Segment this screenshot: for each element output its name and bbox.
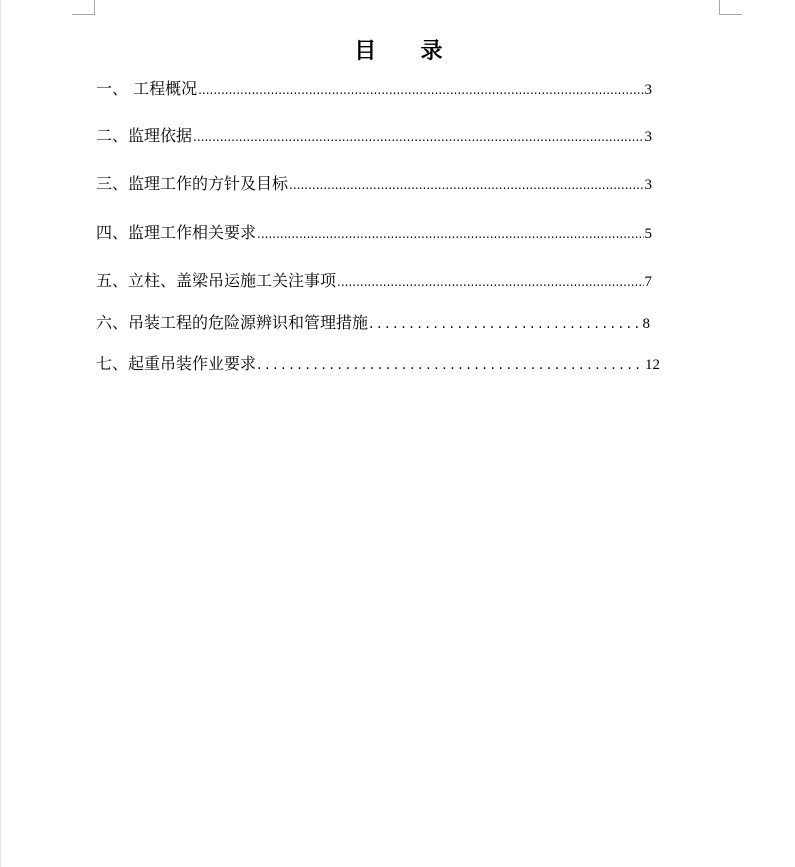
toc-leader-dots <box>337 275 643 289</box>
toc-leader-dots <box>369 316 641 332</box>
toc-entry-label: 五、立柱、盖梁吊运施工关注事项 <box>96 271 337 290</box>
toc-entry-page: 5 <box>644 226 652 242</box>
toc-entry-label: 二、监理依据 <box>96 126 193 145</box>
page-left-edge <box>0 0 1 867</box>
toc-entry-label: 一、 工程概况 <box>96 79 198 98</box>
top-left-crop-mark <box>72 0 95 15</box>
toc-entry[interactable] <box>96 123 652 145</box>
toc-title <box>0 34 795 65</box>
toc-entry-label: 六、吊装工程的危险源辨识和管理措施 <box>96 313 369 332</box>
toc-leader-dots <box>257 227 643 241</box>
toc-entry-page: 7 <box>644 274 652 290</box>
toc-entry[interactable] <box>96 268 652 290</box>
toc-leader-dots <box>289 178 643 192</box>
top-right-crop-mark <box>719 0 742 15</box>
toc-title-char-2: 录 <box>420 39 445 64</box>
toc-entry-page: 3 <box>644 177 652 193</box>
toc-entry-page: 12 <box>645 357 660 373</box>
toc-entry[interactable] <box>96 351 660 373</box>
toc-entry[interactable] <box>96 171 652 193</box>
toc-entry-page: 3 <box>644 129 652 145</box>
toc-entry-label: 四、监理工作相关要求 <box>96 223 257 242</box>
toc-entry-label: 三、监理工作的方针及目标 <box>96 174 289 193</box>
toc-leader-dots <box>193 130 643 144</box>
toc-entry-page: 3 <box>644 82 652 98</box>
toc-title-char-1: 目 <box>354 39 379 64</box>
toc-leader-dots <box>257 357 644 373</box>
toc-entry[interactable] <box>96 310 650 332</box>
toc-entry-page: 8 <box>642 316 650 332</box>
toc-entry-label: 七、起重吊装作业要求 <box>96 354 257 373</box>
toc-leader-dots <box>198 83 643 97</box>
toc-entry[interactable] <box>96 76 652 98</box>
toc-entry[interactable] <box>96 220 652 242</box>
